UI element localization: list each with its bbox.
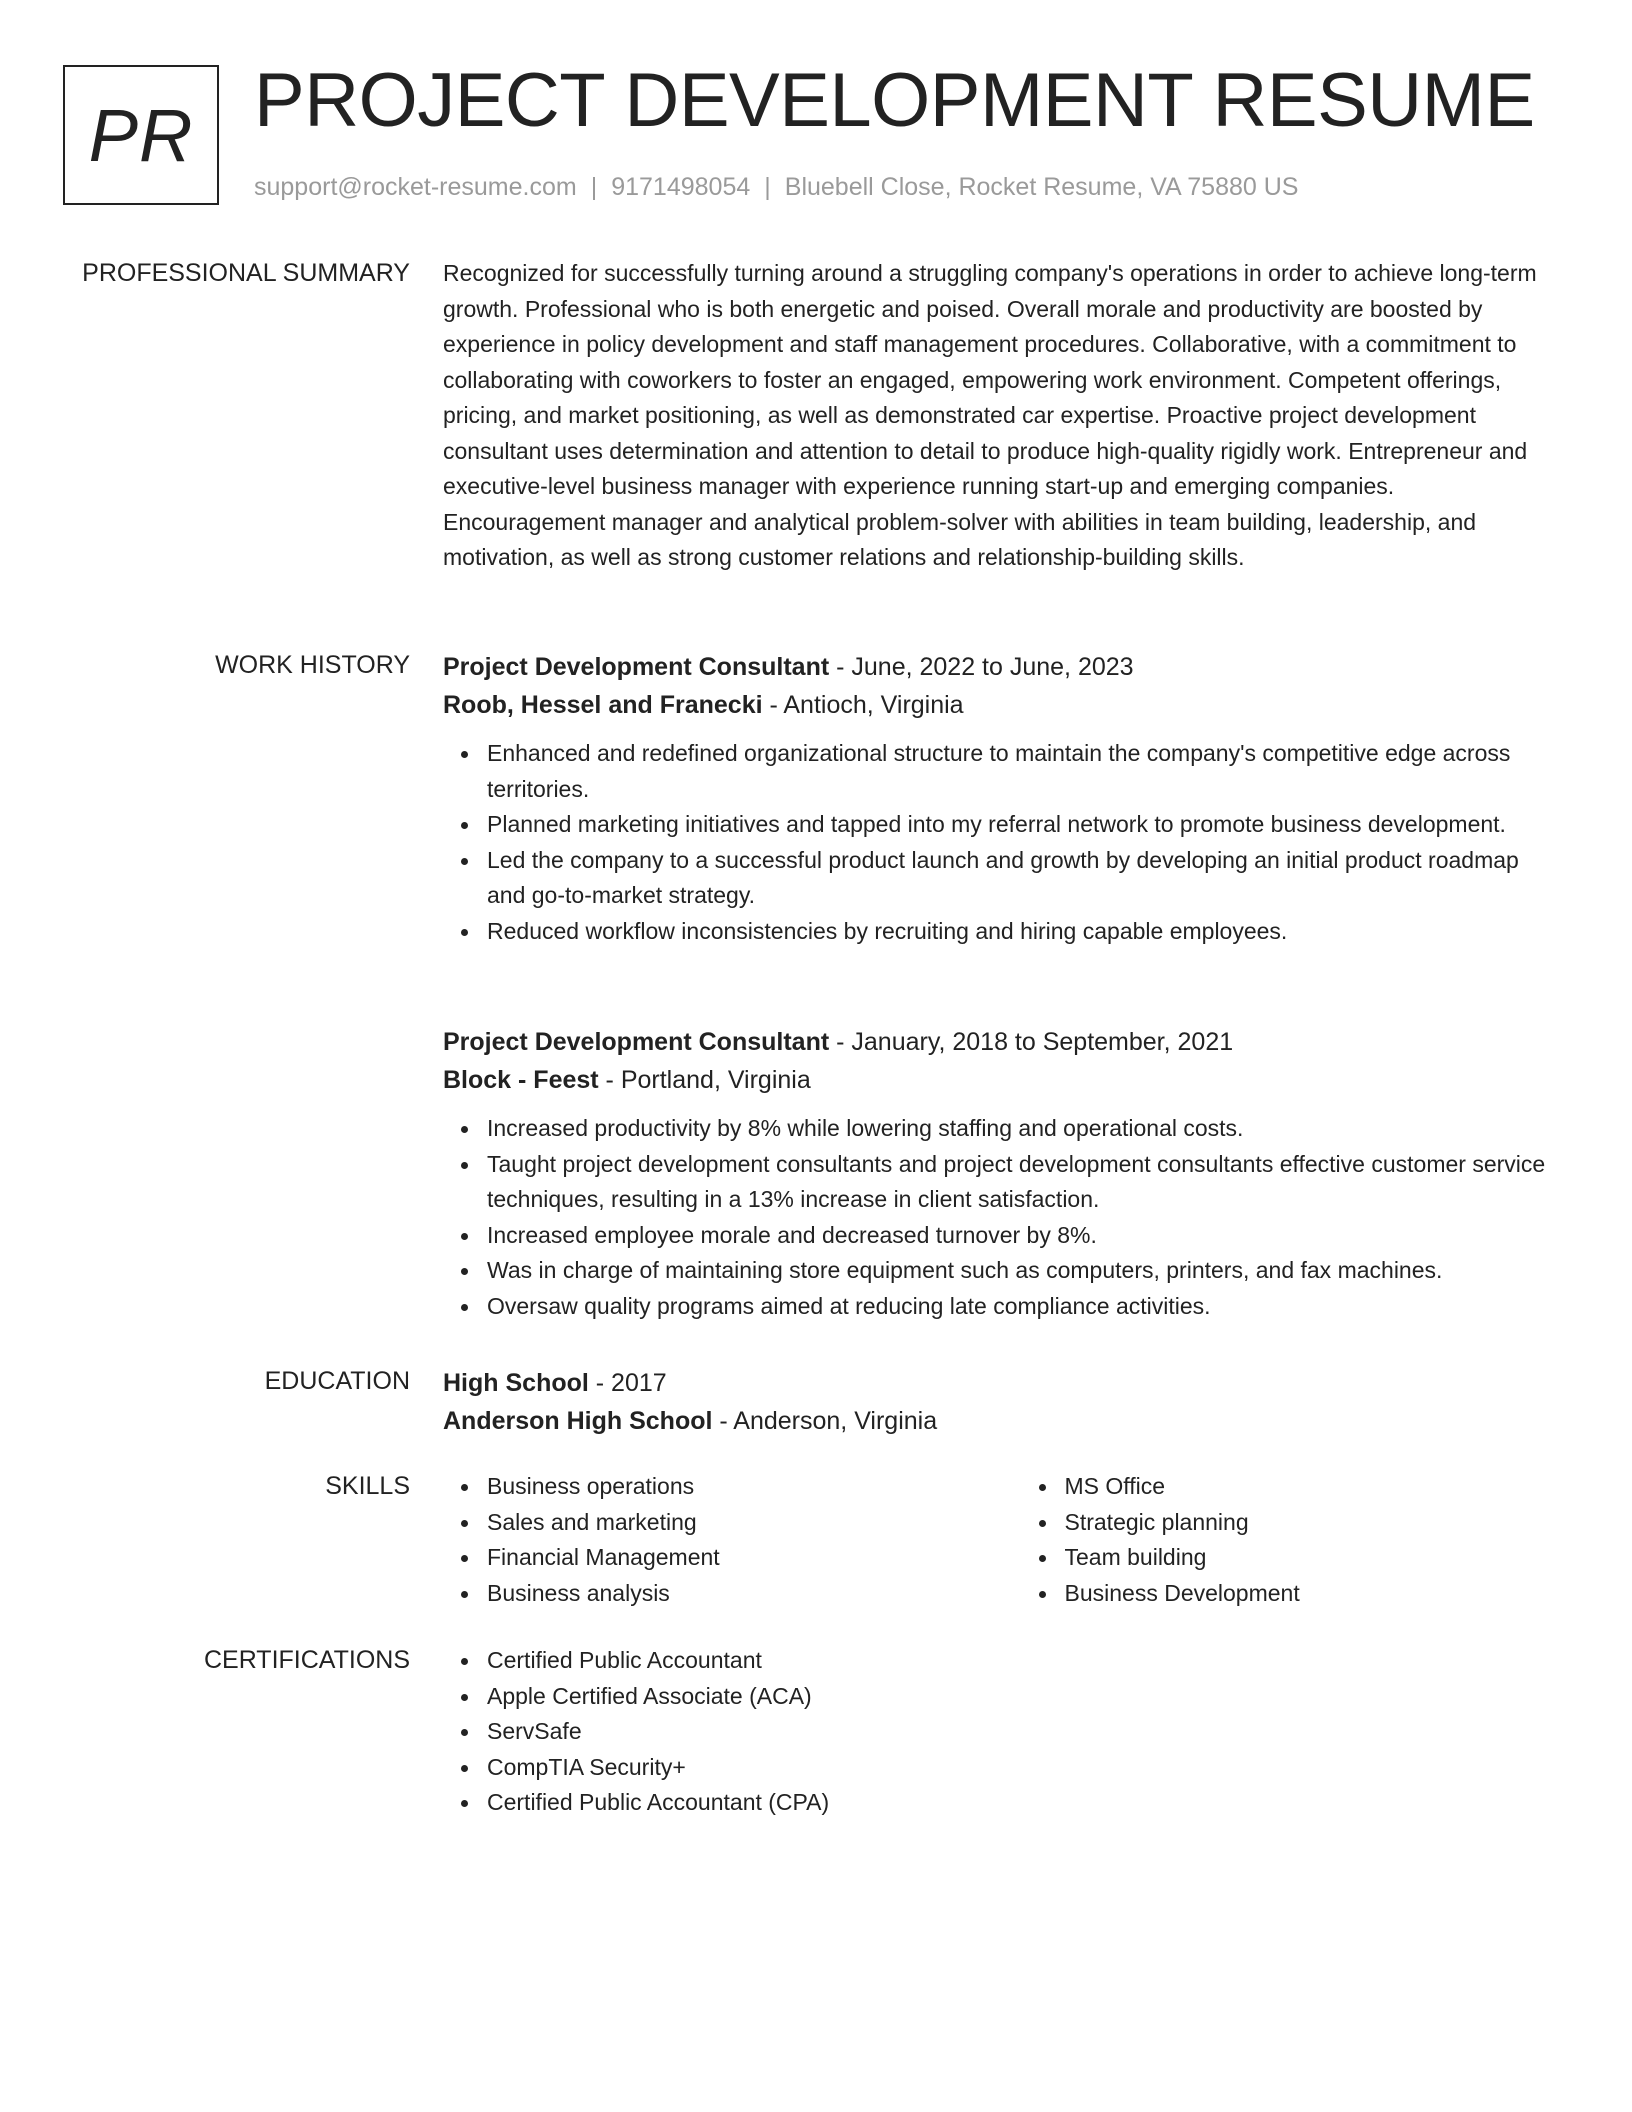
section-title-work-history: WORK HISTORY — [215, 651, 410, 679]
job-dates: - June, 2022 to June, 2023 — [829, 653, 1134, 681]
contact-separator: | — [590, 173, 598, 201]
contact-line — [254, 173, 1298, 202]
list-item: Sales and marketing — [487, 1505, 976, 1541]
job-location: - Portland, Virginia — [598, 1066, 811, 1094]
education-school-line — [443, 1402, 1553, 1440]
education-year: - 2017 — [588, 1369, 667, 1397]
contact-email[interactable]: support@rocket-resume.com — [254, 173, 577, 201]
list-item: Increased employee morale and decreased turnover by 8%. — [487, 1218, 1553, 1254]
job-entry — [443, 1023, 1553, 1325]
job-role: Project Development Consultant — [443, 1028, 830, 1056]
contact-address: Bluebell Close, Rocket Resume, VA 75880 US — [784, 173, 1299, 201]
job-entry — [443, 648, 1553, 950]
list-item: Led the company to a successful product launch and growth by developing an initial product roadmap and go-to-market strategy. — [487, 843, 1553, 914]
list-item: Strategic planning — [1065, 1505, 1554, 1541]
job-role: Project Development Consultant — [443, 653, 830, 681]
section-title-summary: PROFESSIONAL SUMMARY — [82, 259, 410, 287]
education-location: - Anderson, Virginia — [712, 1407, 938, 1435]
list-item: Business analysis — [487, 1576, 976, 1612]
summary-body — [443, 256, 1553, 576]
list-item: Certified Public Accountant — [487, 1643, 1553, 1679]
list-item: Apple Certified Associate (ACA) — [487, 1679, 1553, 1715]
list-item: Planned marketing initiatives and tapped into my referral network to promote business development. — [487, 807, 1553, 843]
list-item: Was in charge of maintaining store equipment such as computers, printers, and fax machines. — [487, 1253, 1553, 1289]
list-item: Enhanced and redefined organizational structure to maintain the company's competitive edge across territories. — [487, 736, 1553, 807]
skills-body — [443, 1469, 1553, 1611]
education-body — [443, 1364, 1553, 1440]
education-degree: High School — [443, 1369, 589, 1397]
list-item: Team building — [1065, 1540, 1554, 1576]
contact-separator: | — [764, 173, 771, 201]
skills-list-right — [1021, 1469, 1554, 1611]
education-school: Anderson High School — [443, 1407, 713, 1435]
list-item: ServSafe — [487, 1714, 1553, 1750]
job-bullets — [443, 1111, 1553, 1325]
work-history-body-2 — [443, 1023, 1553, 1325]
list-item: MS Office — [1065, 1469, 1554, 1505]
section-title-education: EDUCATION — [264, 1367, 410, 1395]
certifications-body — [443, 1643, 1553, 1821]
skills-list-left — [443, 1469, 976, 1611]
list-item: Oversaw quality programs aimed at reducing late compliance activities. — [487, 1289, 1553, 1325]
education-degree-line — [443, 1364, 1553, 1402]
list-item: Certified Public Accountant (CPA) — [487, 1785, 1553, 1821]
work-history-body — [443, 648, 1553, 950]
job-bullets — [443, 736, 1553, 950]
certifications-list — [443, 1643, 1553, 1821]
list-item: Reduced workflow inconsistencies by recruiting and hiring capable employees. — [487, 914, 1553, 950]
list-item: CompTIA Security+ — [487, 1750, 1553, 1786]
job-company-line — [443, 686, 1553, 724]
section-title-certifications: CERTIFICATIONS — [203, 1646, 410, 1674]
job-dates: - January, 2018 to September, 2021 — [829, 1028, 1234, 1056]
resume-title: PROJECT DEVELOPMENT RESUME — [254, 58, 1535, 143]
contact-phone[interactable]: 9171498054 — [611, 173, 751, 201]
list-item: Taught project development consultants and project development consultants effective customer service techniques, resulting in a 13% increase in client satisfaction. — [487, 1147, 1553, 1218]
job-company-line — [443, 1061, 1553, 1099]
section-title-skills: SKILLS — [325, 1472, 410, 1500]
job-company: Block - Feest — [443, 1066, 599, 1094]
list-item: Financial Management — [487, 1540, 976, 1576]
list-item: Business operations — [487, 1469, 976, 1505]
job-title-line — [443, 1023, 1553, 1061]
job-company: Roob, Hessel and Franecki — [443, 691, 763, 719]
list-item: Increased productivity by 8% while lowering staffing and operational costs. — [487, 1111, 1553, 1147]
monogram-logo: PR — [63, 65, 219, 205]
job-title-line — [443, 648, 1553, 686]
summary-text: Recognized for successfully turning around a struggling company's operations in order to achieve long-term growth. Professional who is both energetic and poised. Overall morale and productivity are boosted by experience in policy development and staff management procedures. Collaborative, with a commitment to collaborating with coworkers to foster an engaged, empowering work environment. Competent offerings, pricing, and market positioning, as well as demonstrated car expertise. Proactive project development consultant uses determination and attention to detail to produce high-quality rigidly work. Entrepreneur and executive-level business manager with experience running start-up and emerging companies. Encouragement manager and analytical problem-solver with abilities in team building, leadership, and motivation, as well as strong customer relations and relationship-building skills. — [443, 260, 1537, 570]
job-location: - Antioch, Virginia — [762, 691, 964, 719]
list-item: Business Development — [1065, 1576, 1554, 1612]
